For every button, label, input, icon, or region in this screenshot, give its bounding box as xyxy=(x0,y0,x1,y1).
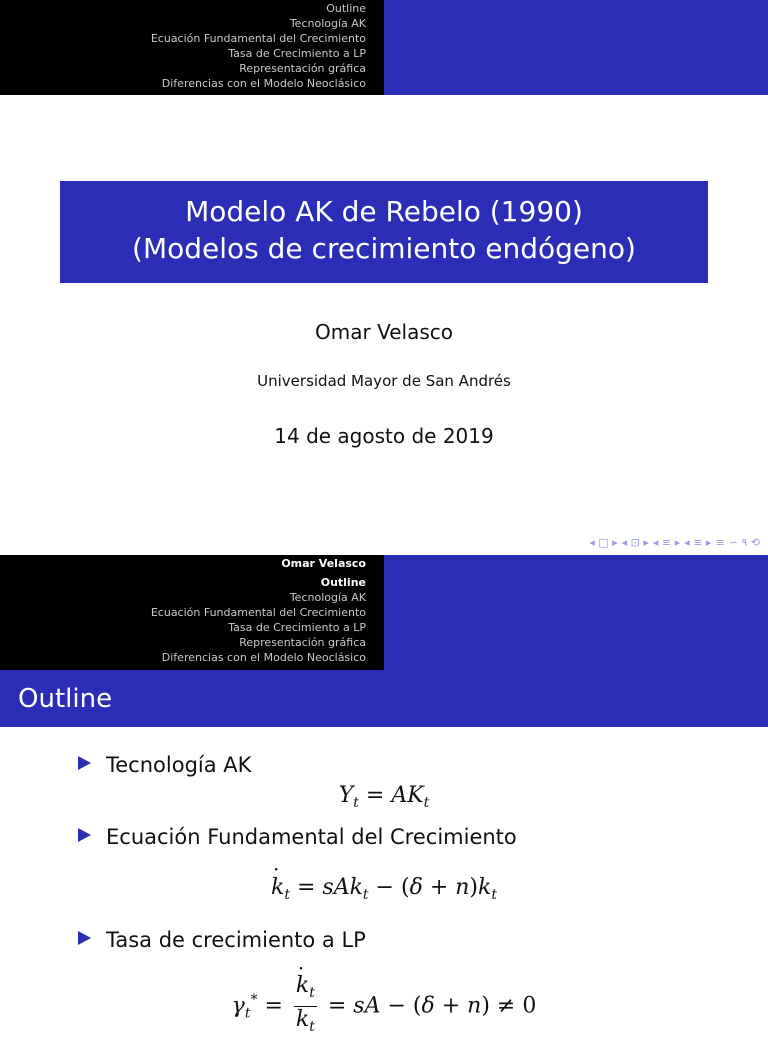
presentation-title: Modelo AK de Rebelo (1990) xyxy=(185,195,583,228)
header-color-panel xyxy=(384,555,768,670)
nav-item-representacion[interactable]: Representación gráfica xyxy=(239,636,366,649)
nav-item-representacion[interactable]: Representación gráfica xyxy=(239,62,366,75)
list-item xyxy=(78,753,251,777)
bullet-triangle-icon xyxy=(78,828,91,842)
equation-technology: $Y_t = AK_t$ xyxy=(338,783,430,811)
header-nav-panel xyxy=(0,0,384,95)
list-item xyxy=(78,825,517,849)
bullet-triangle-icon xyxy=(78,756,91,770)
nav-item-diferencias[interactable]: Diferencias con el Modelo Neoclásico xyxy=(161,651,366,664)
equation-growth-rate: $\gamma_t^*$ = · $\frac{k_t}{k_t}$ = sA − (δ + n) ≠ 0 xyxy=(0,973,768,1040)
nav-item-diferencias[interactable]: Diferencias con el Modelo Neoclásico xyxy=(161,77,366,90)
navigation-arrows-icon[interactable]: ◂ □ ▸ ◂ ⊡ ▸ ◂ ≡ ▸ ◂ ≡ ▸ ≡ ∽ ۹ ⟲ xyxy=(589,536,760,549)
presentation-subtitle: (Modelos de crecimiento endógeno) xyxy=(132,232,636,265)
bullet-triangle-icon xyxy=(78,931,91,945)
presentation-date: 14 de agosto de 2019 xyxy=(274,424,494,448)
nav-item-outline[interactable]: Outline xyxy=(320,576,366,589)
header-nav-panel xyxy=(0,555,384,670)
bullet-text: Tecnología AK xyxy=(106,753,252,777)
author-name: Omar Velasco xyxy=(315,320,453,344)
institute-name: Universidad Mayor de San Andrés xyxy=(257,372,511,390)
outline-slide xyxy=(0,555,768,1035)
nav-item-tecnologia[interactable]: Tecnología AK xyxy=(289,591,366,604)
section-nav xyxy=(151,1,366,91)
growth-fraction: · $\frac{k_t}{k_t}$ xyxy=(294,973,317,1040)
header-color-panel xyxy=(384,0,768,95)
equation-fundamental: · $k_t = sAk_t - (\delta + n)k_t$ xyxy=(0,875,768,903)
nav-item-tecnologia[interactable]: Tecnología AK xyxy=(289,17,366,30)
bullet-text: Tasa de crecimiento a LP xyxy=(106,928,366,952)
nav-item-ecuacion[interactable]: Ecuación Fundamental del Crecimiento xyxy=(150,32,366,45)
nav-item-outline[interactable]: Outline xyxy=(326,2,366,15)
frame-title: Outline xyxy=(0,670,768,727)
nav-item-tasa[interactable]: Tasa de Crecimiento a LP xyxy=(228,621,366,634)
bullet-text: Ecuación Fundamental del Crecimiento xyxy=(106,825,517,849)
nav-item-tasa[interactable]: Tasa de Crecimiento a LP xyxy=(228,47,366,60)
section-nav xyxy=(151,575,366,665)
header-author: Omar Velasco xyxy=(281,557,366,570)
list-item xyxy=(78,928,366,952)
nav-item-ecuacion[interactable]: Ecuación Fundamental del Crecimiento xyxy=(150,606,366,619)
title-box xyxy=(60,181,708,283)
